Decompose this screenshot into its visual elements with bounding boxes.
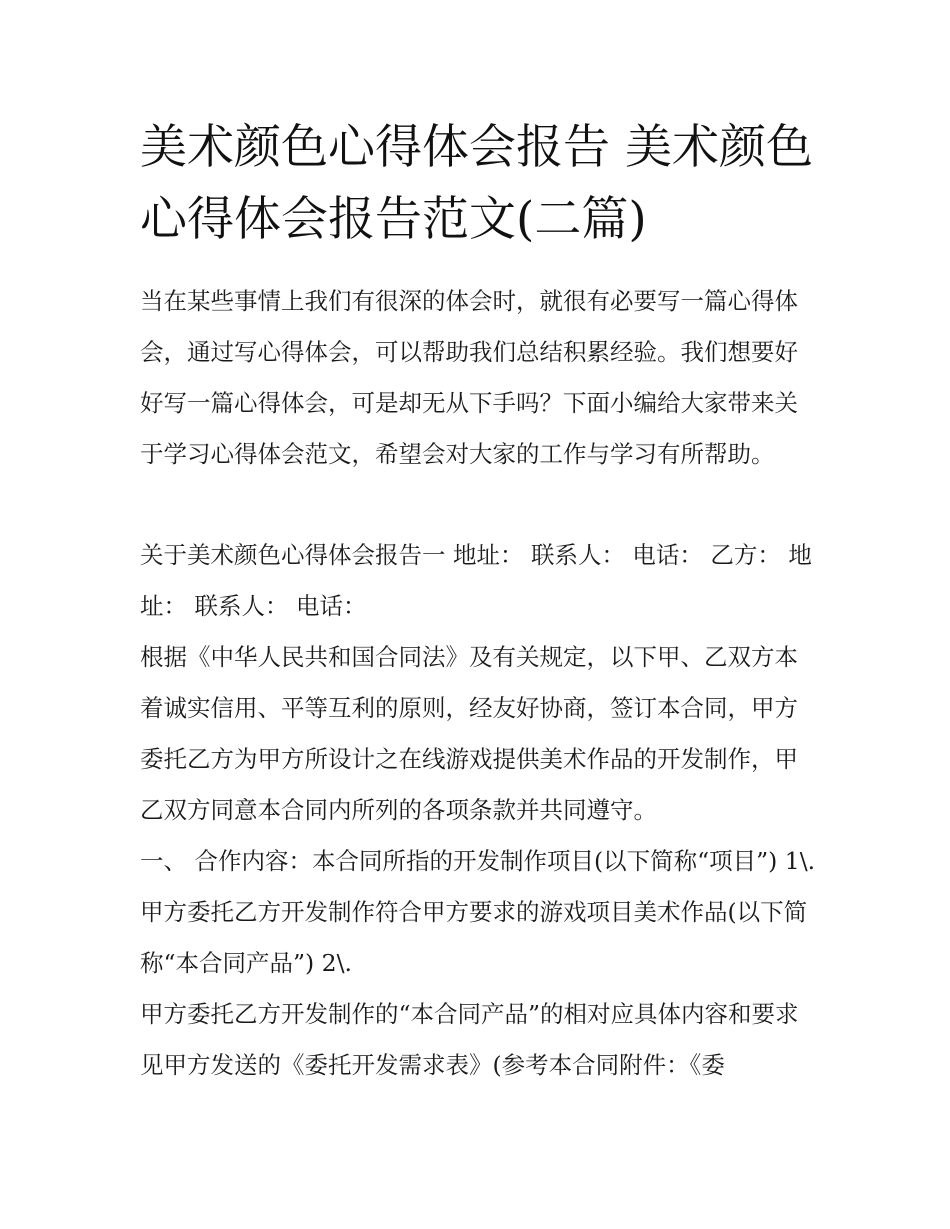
paragraph-requirements: 甲方委托乙方开发制作的“本合同产品”的相对应具体内容和要求见甲方发送的《委托开发需求表》(参考本合同附件：《委 xyxy=(140,1000,799,1079)
paragraph-cooperation-content: 一、 合作内容：本合同所指的开发制作项目(以下简称“项目”) 1\. 甲方委托乙方开发制作符合甲方要求的游戏项目美术作品(以下简称“本合同产品”) 2\. xyxy=(140,847,816,977)
paragraph-contract-basis: 根据《中华人民共和国合同法》及有关规定，以下甲、乙双方本着诚实信用、平等互利的原则，经友好协商，签订本合同，甲方委托乙方为甲方所设计之在线游戏提供美术作品的开发制作，甲乙双方同意本合同内所列的各项条款并共同遵守。 xyxy=(140,643,798,824)
document-title: 美术颜色心得体会报告 美术颜色心得体会报告范文(二篇) xyxy=(140,120,813,247)
paragraph-intro: 当在某些事情上我们有很深的体会时，就很有必要写一篇心得体会，通过写心得体会，可以帮助我们总结积累经验。我们想要好好写一篇心得体会，可是却无从下手吗？下面小编给大家带来关于学习心得体会范文，希望会对大家的工作与学习有所帮助。 xyxy=(140,287,798,468)
paragraph-parties: 关于美术颜色心得体会报告一 地址： 联系人： 电话： 乙方： 地址： 联系人： 电话： xyxy=(140,541,812,620)
